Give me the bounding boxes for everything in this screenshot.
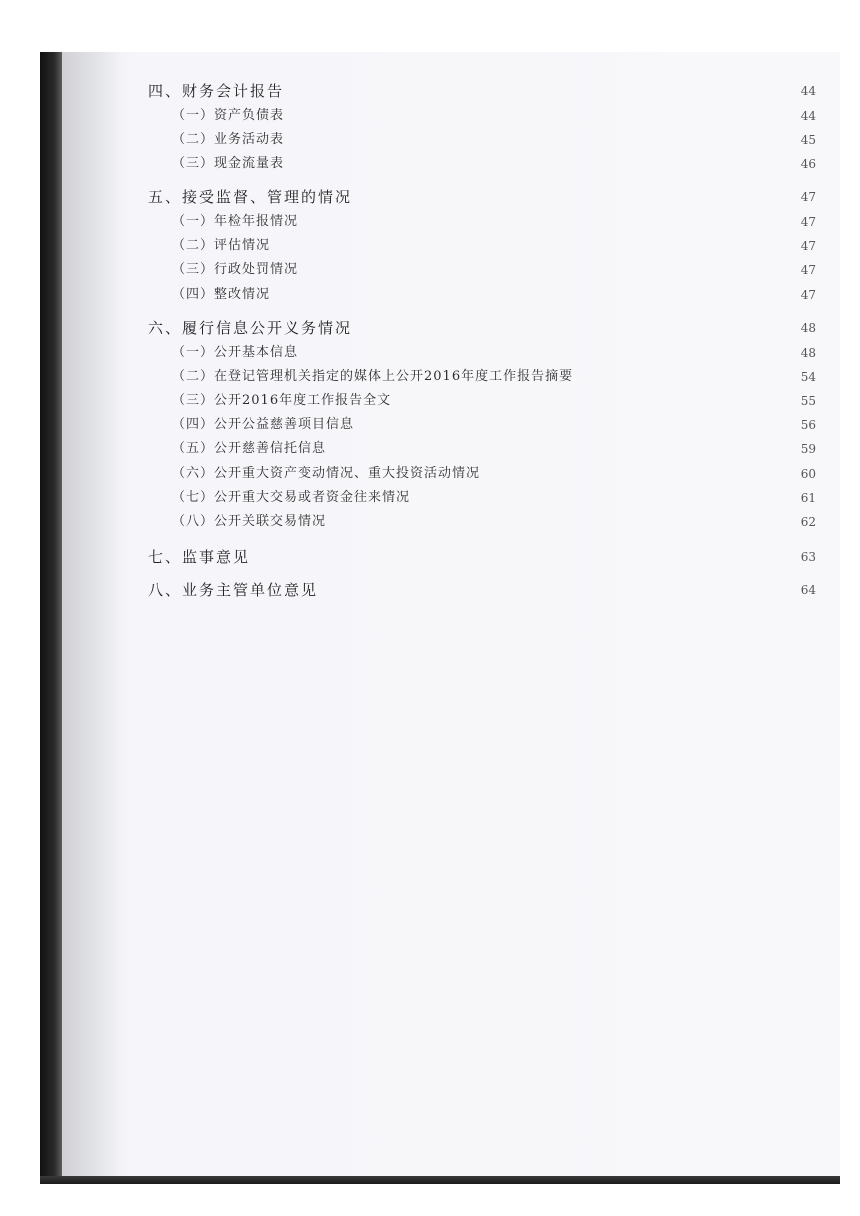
toc-entry [0,129,860,151]
toc-entry-label: （一）资产负债表 [172,108,285,123]
toc-entry-label: （七）公开重大交易或者资金往来情况 [172,490,411,505]
toc-entry-page-number: 60 [800,467,816,481]
toc-entry-label: （一）年检年报情况 [172,214,299,229]
toc-entry-label: 八、业务主管单位意见 [148,581,319,599]
toc-entry-section-8 [0,579,860,601]
toc-entry-label: （二）评估情况 [172,238,271,253]
scan-bottom-edge [40,1176,840,1184]
toc-entry-page-number: 47 [800,239,816,253]
toc-entry-section-7 [0,546,860,568]
toc-entry-page-number: 47 [800,263,816,277]
toc-entry-label: （六）公开重大资产变动情况、重大投资活动情况 [172,466,481,481]
toc-entry-label: 四、财务会计报告 [148,82,285,100]
toc-entry-page-number: 56 [800,418,816,432]
toc-entry [0,463,860,485]
toc-entry-label: （五）公开慈善信托信息 [172,441,327,456]
toc-entry [0,105,860,127]
toc-entry-page-number: 61 [800,491,816,505]
toc-entry-label: （八）公开关联交易情况 [172,514,327,529]
toc-entry-page-number: 47 [800,288,816,302]
toc-entry [0,235,860,257]
toc-entry-section-4 [0,80,860,102]
toc-entry [0,259,860,281]
toc-entry-page-number: 55 [800,394,816,408]
toc-entry [0,414,860,436]
toc-entry-page-number: 47 [800,215,816,229]
toc-entry-page-number: 45 [800,133,816,147]
toc-entry-page-number: 54 [800,370,816,384]
toc-entry [0,211,860,233]
toc-entry-label: 六、履行信息公开义务情况 [148,319,353,337]
toc-entry [0,342,860,364]
toc-entry-label: （四）公开公益慈善项目信息 [172,417,355,432]
toc-entry-section-6 [0,317,860,339]
toc-entry [0,390,860,412]
toc-entry-label: （二）在登记管理机关指定的媒体上公开2016年度工作报告摘要 [172,369,574,384]
toc-entry [0,366,860,388]
toc-entry-page-number: 64 [800,583,816,597]
toc-entry-label: （三）行政处罚情况 [172,262,299,277]
toc-entry-page-number: 46 [800,157,816,171]
toc-entry-label: （三）现金流量表 [172,156,285,171]
toc-entry-page-number: 47 [800,190,816,204]
toc-entry [0,284,860,306]
toc-entry [0,487,860,509]
toc-entry-page-number: 48 [800,321,816,335]
toc-entry-page-number: 48 [800,346,816,360]
toc-entry-page-number: 44 [800,109,816,123]
toc-entry-section-5 [0,186,860,208]
toc-entry-page-number: 62 [800,515,816,529]
toc-entry-page-number: 63 [800,550,816,564]
toc-entry-label: （二）业务活动表 [172,132,285,147]
toc-entry-label: 五、接受监督、管理的情况 [148,188,353,206]
toc-entry-label: （一）公开基本信息 [172,345,299,360]
toc-entry-page-number: 44 [800,84,816,98]
toc-entry-page-number: 59 [800,442,816,456]
toc-entry-label: 七、监事意见 [148,548,251,566]
toc-entry-label: （三）公开2016年度工作报告全文 [172,393,392,408]
toc-entry [0,153,860,175]
toc-entry [0,438,860,460]
toc-entry [0,511,860,533]
toc-entry-label: （四）整改情况 [172,287,271,302]
